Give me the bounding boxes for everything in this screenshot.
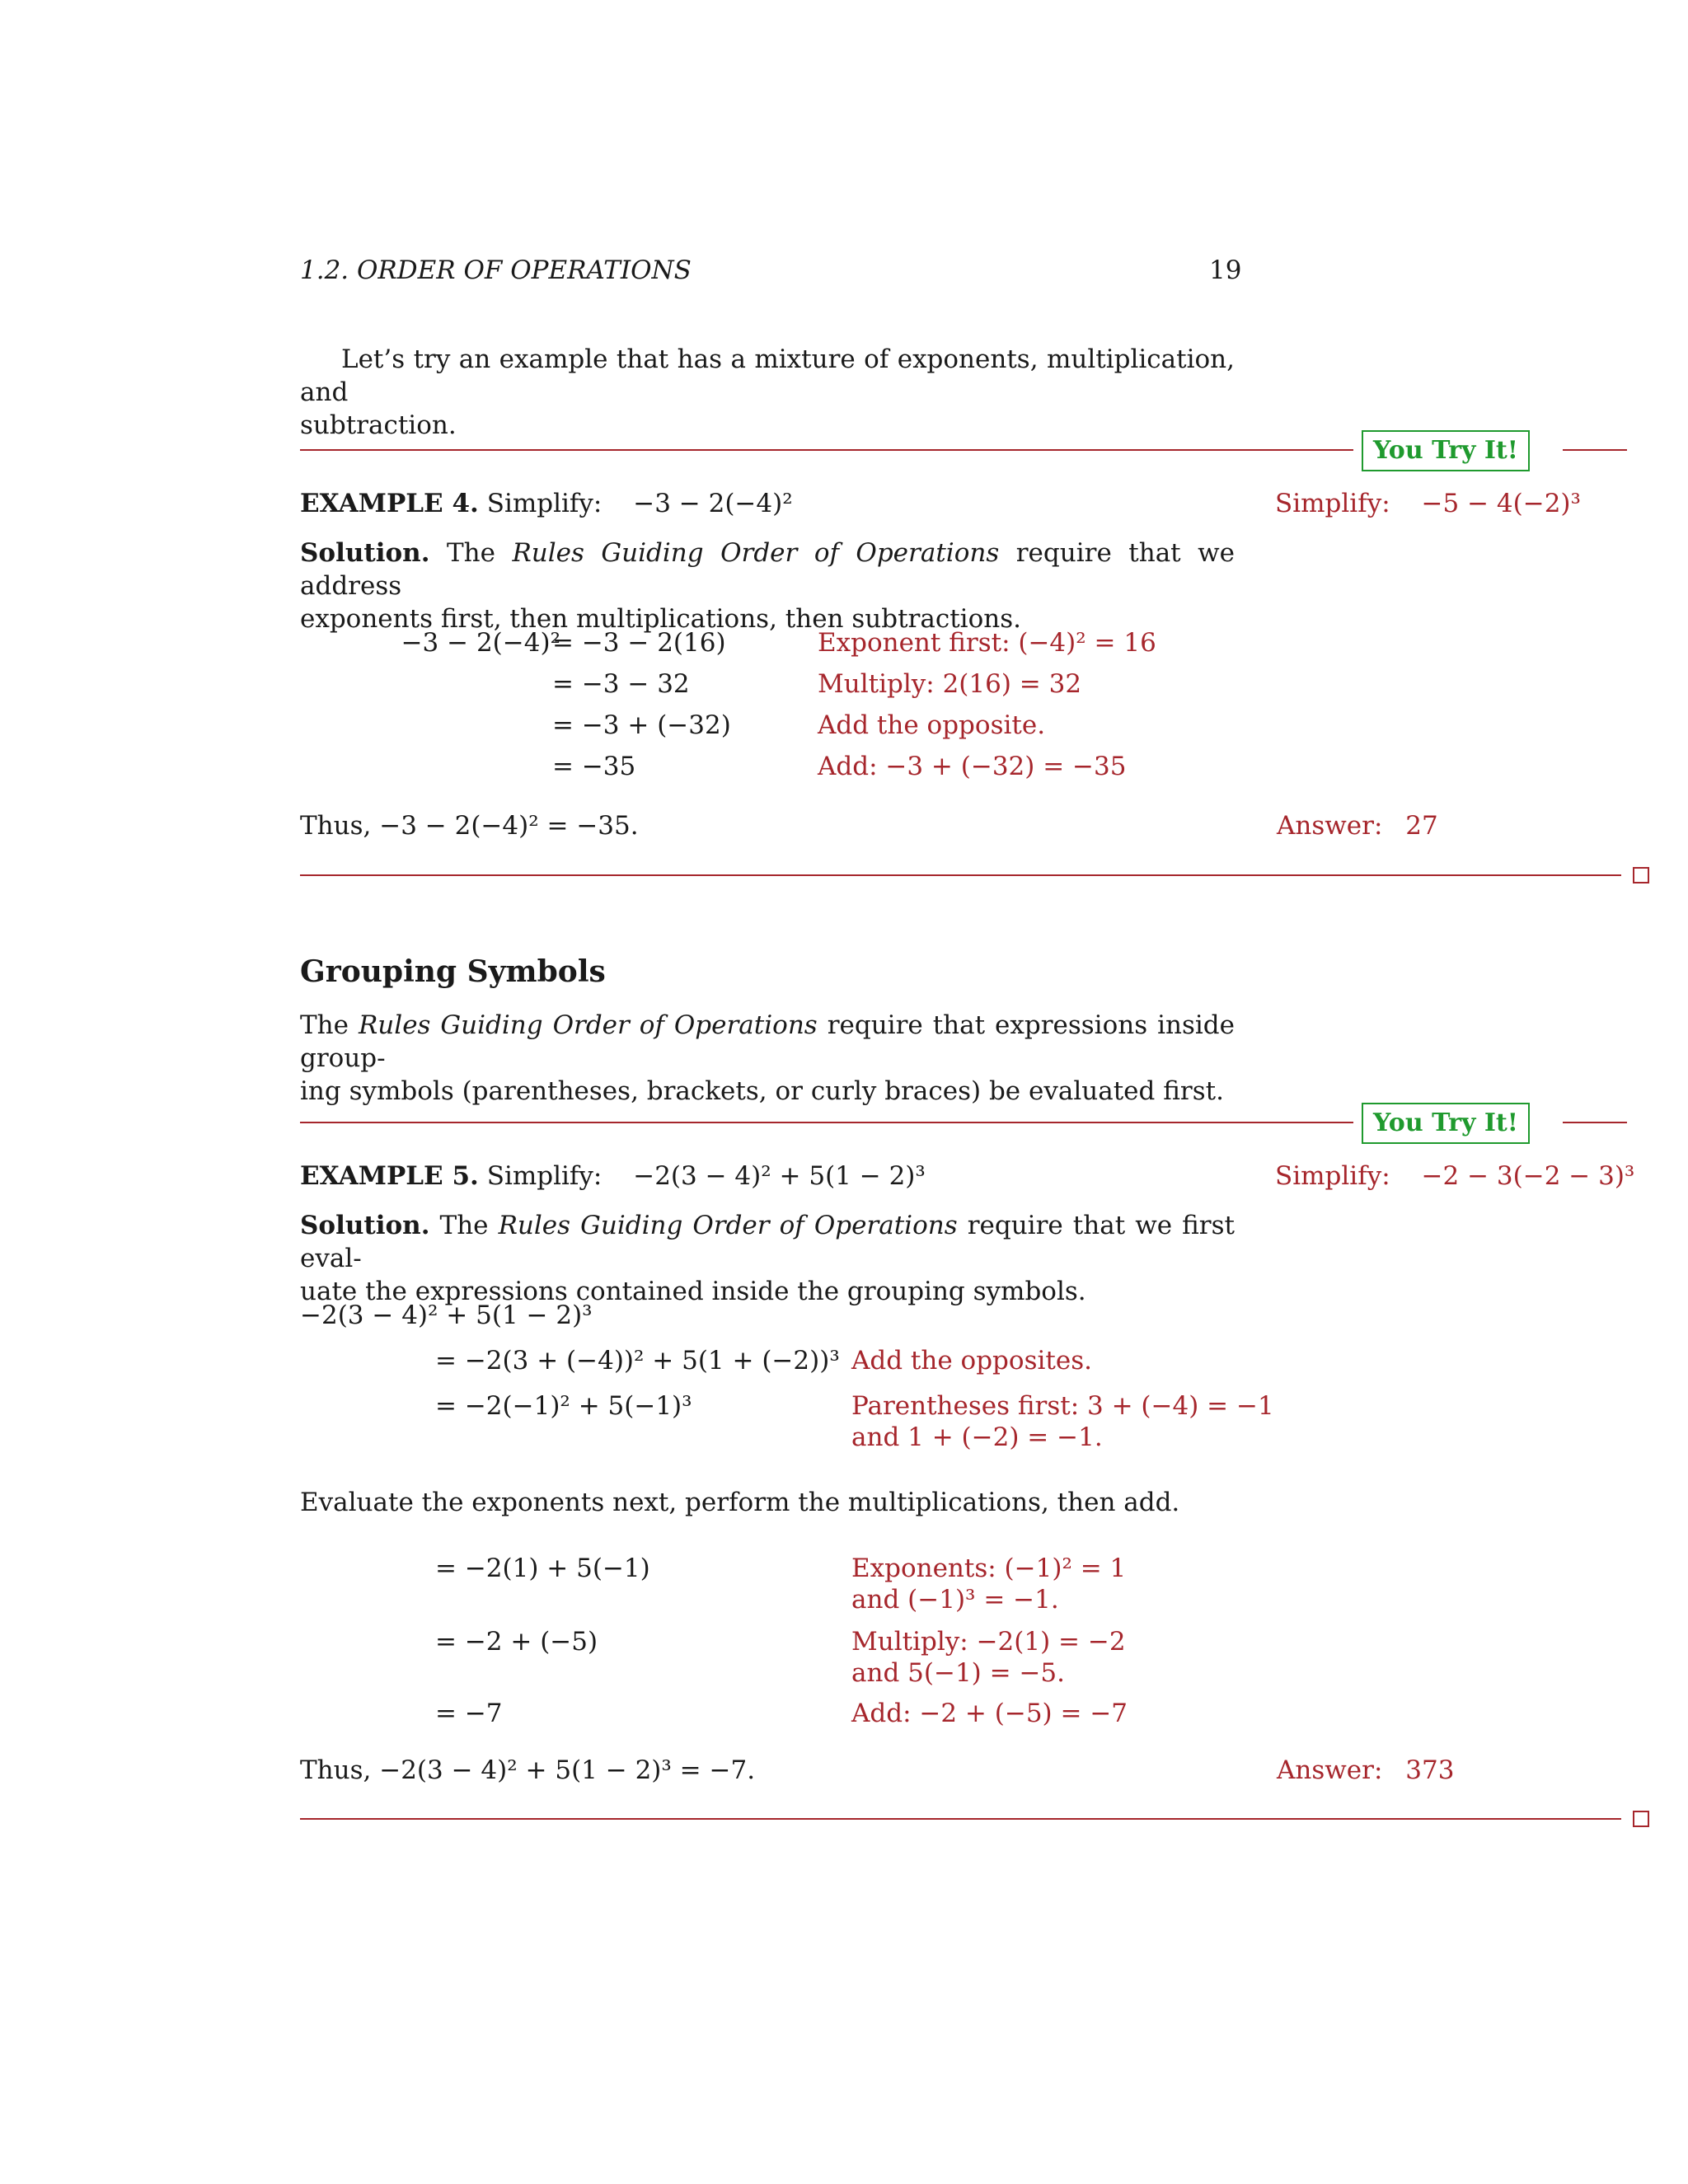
answer-value: 373 — [1405, 1755, 1455, 1785]
qed-box-icon — [1633, 1811, 1649, 1827]
intro-line-2: subtraction. — [300, 410, 457, 440]
grouping-paragraph — [300, 1009, 1235, 1108]
step-note: Add the opposites. — [851, 1346, 1092, 1376]
section-heading: Grouping Symbols — [300, 954, 606, 989]
step-note: Multiply: 2(16) = 32 — [818, 669, 1082, 699]
you-try-it-rule-right — [1563, 449, 1627, 451]
step-note: Add: −2 + (−5) = −7 — [851, 1699, 1128, 1728]
grouping-line-1 — [300, 1009, 1235, 1075]
intro-paragraph — [300, 343, 1235, 442]
example-5-title: EXAMPLE 5. — [300, 1161, 479, 1191]
example-4-bottom-rule — [300, 874, 1621, 876]
answer-5 — [1277, 1755, 1454, 1786]
step-note: Exponents: (−1)² = 1 — [851, 1554, 1127, 1583]
solution-label: Solution. — [300, 1211, 430, 1240]
step-note: Add: −3 + (−32) = −35 — [818, 752, 1127, 781]
solution-text: require that we first eval- — [300, 1211, 1235, 1273]
evaluate-text: Evaluate the exponents next, perform the multiplications, then add. — [300, 1488, 1180, 1517]
try-it-4-simplify-label: Simplify: — [1275, 489, 1390, 518]
example-4-solution-line-2: exponents first, then multiplications, then subtractions. — [300, 604, 1021, 634]
step-rhs: = −3 + (−32) — [552, 710, 731, 740]
try-it-5-simplify-label: Simplify: — [1275, 1161, 1390, 1191]
running-header-section: 1.2. ORDER OF OPERATIONS — [300, 255, 692, 285]
step-note: Parentheses first: 3 + (−4) = −1 — [851, 1391, 1274, 1421]
you-try-it-box: You Try It! — [1362, 430, 1530, 471]
example-5-solution-line-1 — [300, 1209, 1235, 1275]
step-rhs: = −35 — [552, 752, 636, 781]
try-it-4-prompt — [1275, 489, 1581, 519]
grouping-line-2: ing symbols (parentheses, brackets, or curly braces) be evaluated first. — [300, 1076, 1224, 1106]
answer-value: 27 — [1405, 811, 1438, 841]
solution-text: The — [446, 538, 495, 568]
rules-title-emphasis: Rules Guiding Order of Operations — [358, 1010, 818, 1040]
try-it-5-expression: −2 − 3(−2 − 3)³ — [1421, 1161, 1635, 1191]
step-rhs: = −3 − 32 — [552, 669, 690, 699]
intro-line-1: Let’s try an example that has a mixture of exponents, multiplication, and — [300, 344, 1235, 407]
example-5-conclusion: Thus, −2(3 − 4)² + 5(1 − 2)³ = −7. — [300, 1755, 756, 1785]
example-5-solution — [300, 1209, 1235, 1308]
step-rhs: = −2(3 + (−4))² + 5(1 + (−2))³ — [435, 1346, 840, 1376]
example-4-expression: −3 − 2(−4)² — [633, 489, 793, 518]
example-5-expression: −2(3 − 4)² + 5(1 − 2)³ — [633, 1161, 926, 1191]
step-note-continued: and 1 + (−2) = −1. — [851, 1422, 1103, 1452]
step-note-continued: and 5(−1) = −5. — [851, 1658, 1065, 1688]
example-5-simplify-label: Simplify: — [486, 1161, 603, 1191]
example-4-conclusion: Thus, −3 − 2(−4)² = −35. — [300, 811, 639, 841]
solution-text: The — [439, 1211, 489, 1240]
example-4-title: EXAMPLE 4. — [300, 489, 479, 518]
page-number: 19 — [1209, 255, 1242, 285]
example-4-top-rule — [300, 449, 1353, 451]
example-5-bottom-rule — [300, 1818, 1621, 1820]
step-note-continued: and (−1)³ = −1. — [851, 1585, 1059, 1615]
you-try-it-box: You Try It! — [1362, 1103, 1530, 1144]
rules-title-emphasis: Rules Guiding Order of Operations — [512, 538, 1000, 568]
example-5-statement — [300, 1161, 926, 1192]
step-rhs: = −3 − 2(16) — [552, 628, 726, 658]
rules-title-emphasis: Rules Guiding Order of Operations — [498, 1211, 958, 1240]
example-5-top-rule — [300, 1122, 1353, 1123]
start-expression: −2(3 − 4)² + 5(1 − 2)³ — [300, 1301, 593, 1330]
paragraph-text: require that expressions inside group- — [300, 1010, 1235, 1073]
you-try-it-rule-right — [1563, 1122, 1627, 1123]
try-it-4-expression: −5 − 4(−2)³ — [1421, 489, 1581, 518]
solution-label: Solution. — [300, 538, 430, 568]
example-4-simplify-label: Simplify: — [486, 489, 603, 518]
solution-text: require that we address — [300, 538, 1235, 601]
example-4-solution — [300, 537, 1235, 635]
example-4-statement — [300, 489, 793, 519]
step-rhs: = −2 + (−5) — [435, 1627, 598, 1657]
step-note: Add the opposite. — [818, 710, 1046, 740]
qed-box-icon — [1633, 867, 1649, 883]
answer-4 — [1277, 811, 1438, 841]
step-rhs: = −2(1) + 5(−1) — [435, 1554, 650, 1583]
step-rhs: = −2(−1)² + 5(−1)³ — [435, 1391, 692, 1421]
step-note: Exponent first: (−4)² = 16 — [818, 628, 1156, 658]
answer-label: Answer: — [1277, 811, 1383, 841]
example-4-solution-line-1 — [300, 537, 1235, 602]
answer-label: Answer: — [1277, 1755, 1383, 1785]
step-note: Multiply: −2(1) = −2 — [851, 1627, 1126, 1657]
step-lhs: −3 − 2(−4)² — [401, 628, 560, 658]
try-it-5-prompt — [1275, 1161, 1634, 1192]
step-rhs: = −7 — [435, 1699, 503, 1728]
paragraph-text: The — [300, 1010, 349, 1040]
example-5-solution-line-2: uate the expressions contained inside the grouping symbols. — [300, 1277, 1086, 1306]
